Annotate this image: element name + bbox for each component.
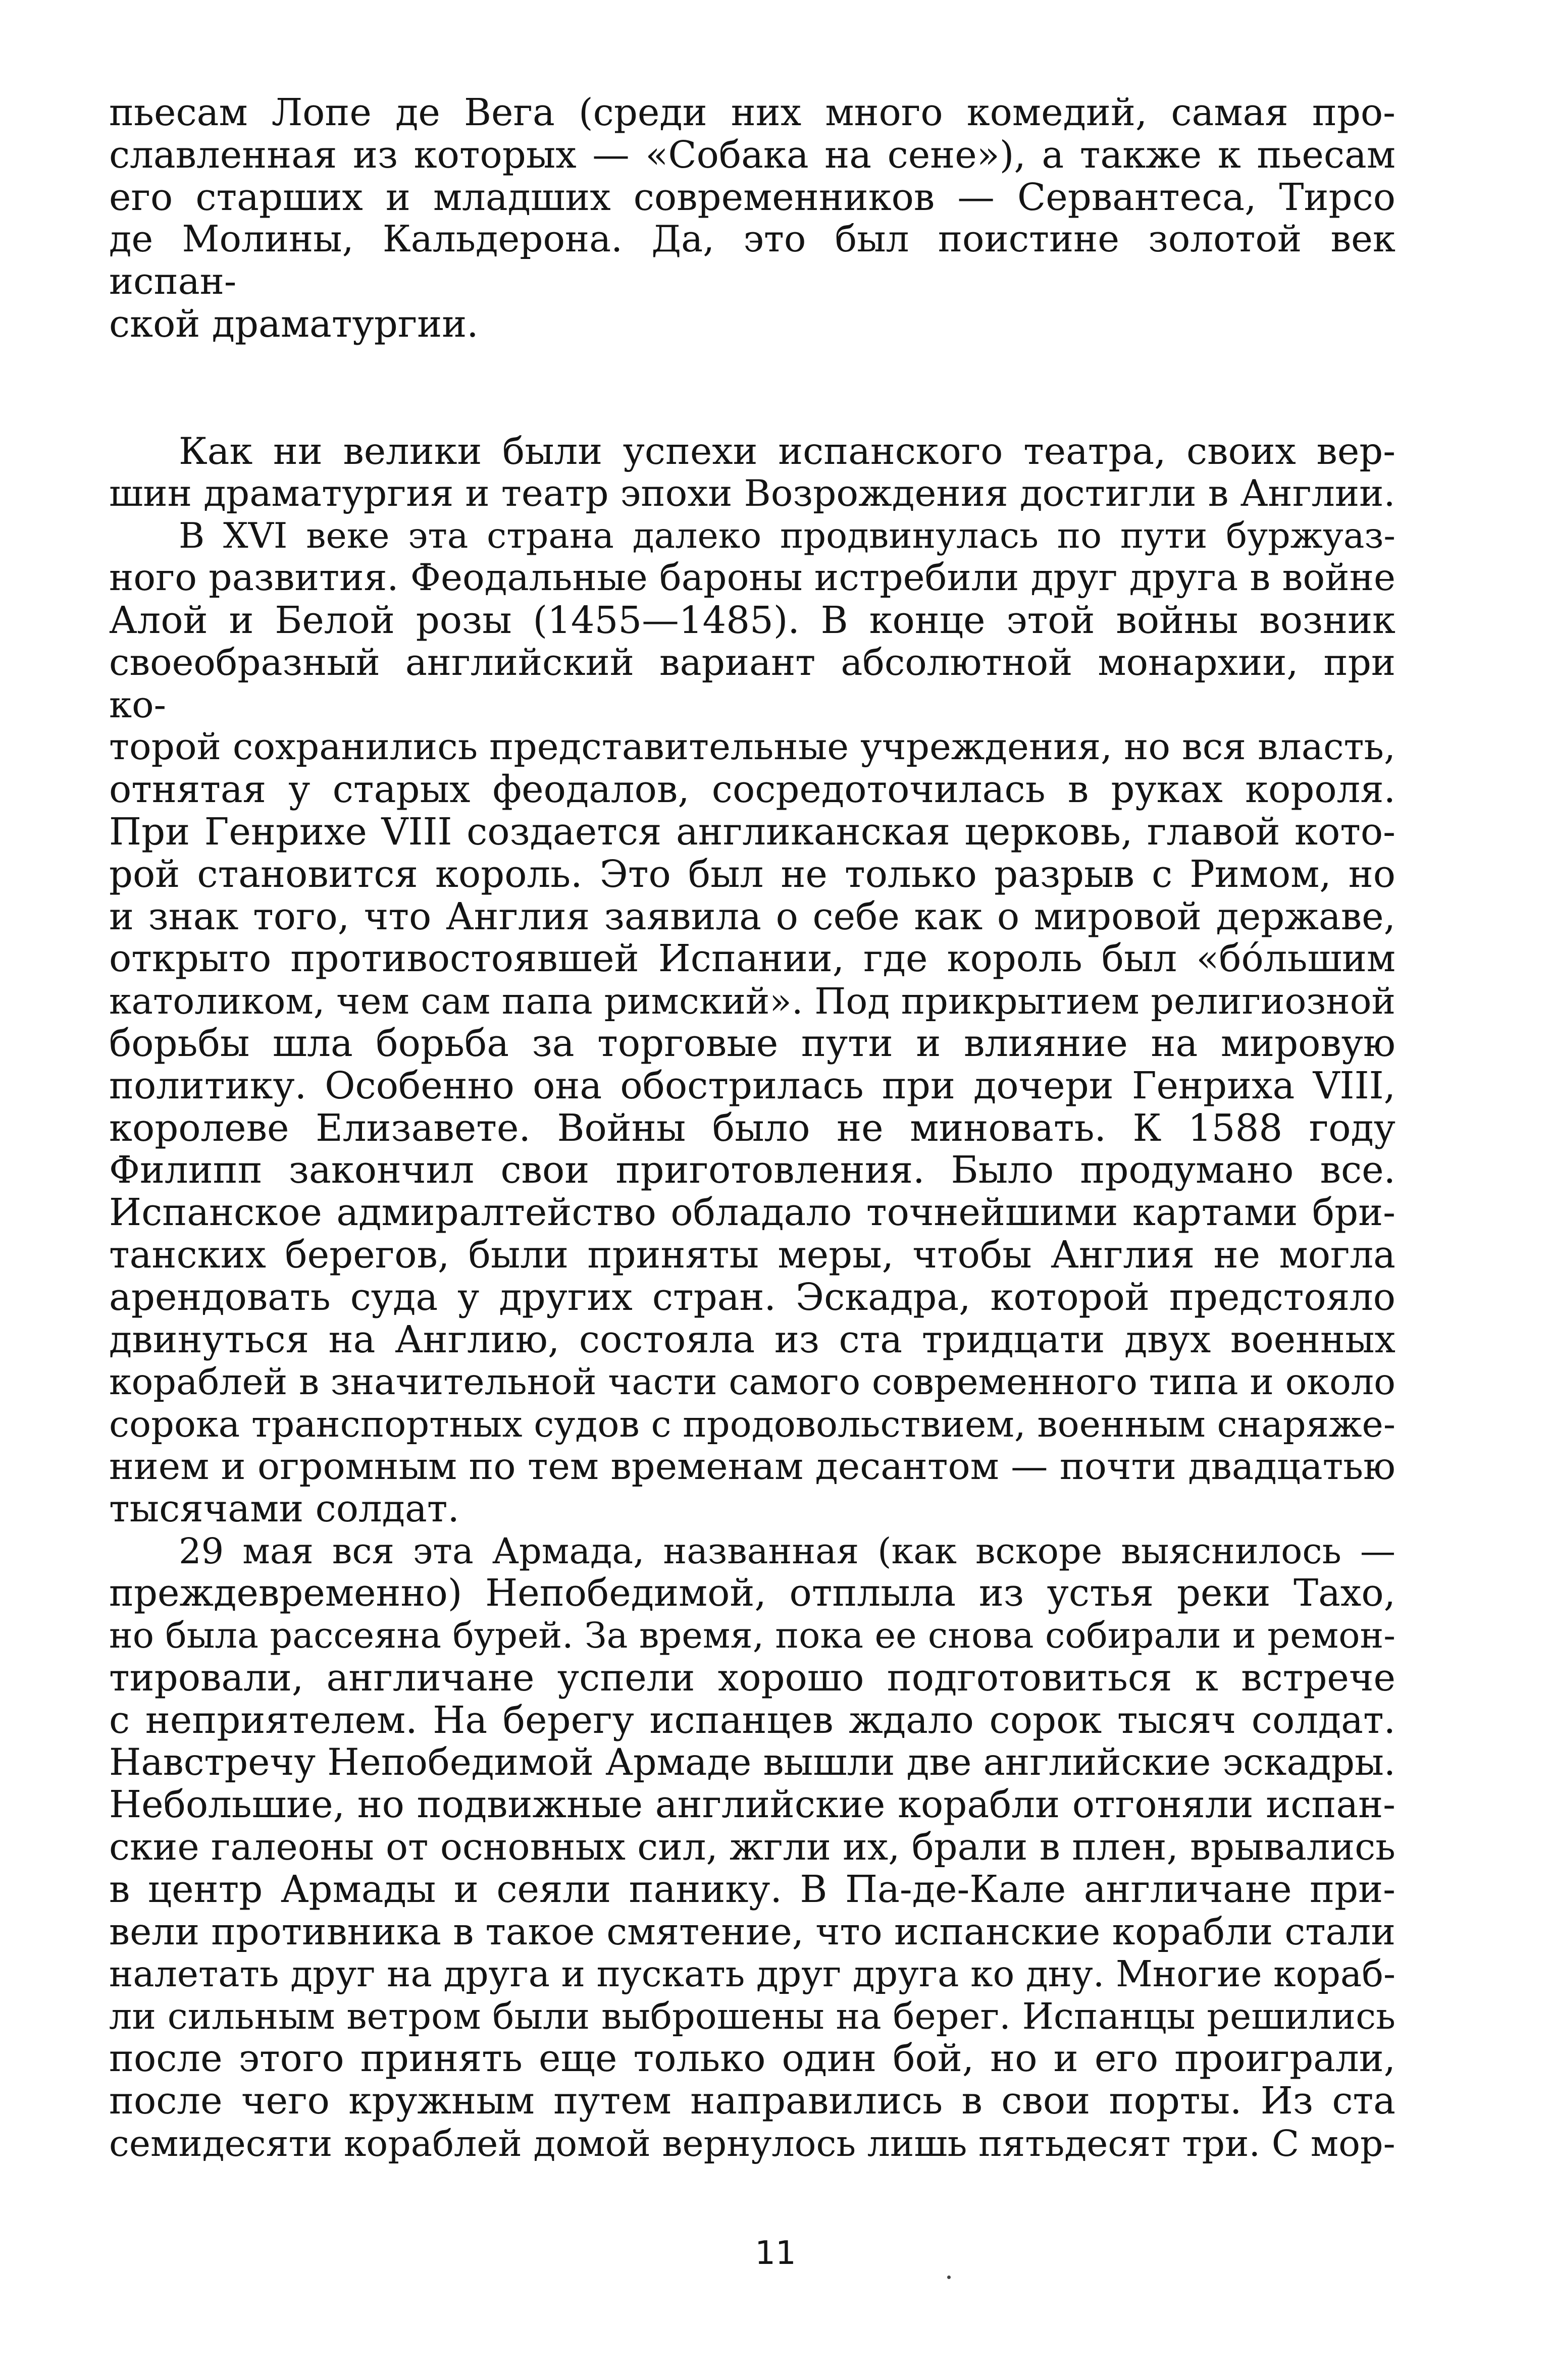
page-body bbox=[109, 92, 1395, 2353]
text-line: в центр Армады и сеяли панику. В Па-де-Кале англичане при- bbox=[109, 1868, 1395, 1911]
paragraph-4 bbox=[109, 1530, 1395, 2165]
text-line: отнятая у старых феодалов, сосредоточилась в руках короля. bbox=[109, 768, 1395, 812]
text-line: Как ни велики были успехи испанского театра, своих вер- bbox=[179, 430, 1395, 473]
text-line: с неприятелем. На берегу испанцев ждало сорок тысяч солдат. bbox=[109, 1699, 1395, 1742]
paragraph-3 bbox=[109, 515, 1395, 1530]
text-line: Навстречу Непобедимой Армаде вышли две английские эскадры. bbox=[109, 1741, 1395, 1784]
text-line: рой становится король. Это был не только разрыв с Римом, но bbox=[109, 853, 1395, 896]
print-speck bbox=[947, 2276, 951, 2279]
text-line: ного развития. Феодальные бароны истребили друг друга в войне bbox=[109, 557, 1395, 600]
text-line: нием и огромным по тем временам десантом — почти двадцатью bbox=[109, 1445, 1395, 1488]
text-line: его старших и младших современников — Сервантеса, Тирсо bbox=[109, 176, 1395, 219]
text-line: шин драматургия и театр эпохи Возрождения достигли в Англии. bbox=[109, 472, 1395, 515]
text-line: кораблей в значительной части самого современного типа и около bbox=[109, 1361, 1395, 1403]
text-line: При Генрихе VIII создается англиканская церковь, главой кото- bbox=[109, 810, 1395, 854]
text-line: после этого принять еще только один бой, но и его проиграли, bbox=[109, 2037, 1395, 2081]
text-line: Небольшие, но подвижные английские корабли отгоняли испан- bbox=[109, 1783, 1395, 1827]
text-line: налетать друг на друга и пускать друг друга ко дну. Многие кораб- bbox=[109, 1953, 1395, 1995]
text-line: 29 мая вся эта Армада, названная (как вскоре выяснилось — bbox=[179, 1530, 1395, 1572]
text-line: Филипп закончил свои приготовления. Было продумано все. bbox=[109, 1149, 1395, 1192]
paragraph-2 bbox=[109, 431, 1395, 515]
text-line: семидесяти кораблей домой вернулось лишь пятьдесят три. С мор- bbox=[109, 2122, 1395, 2164]
text-line: после чего кружным путем направились в свои порты. Из ста bbox=[109, 2079, 1395, 2123]
text-line: борьбы шла борьба за торговые пути и влияние на мировую bbox=[109, 1022, 1395, 1065]
paragraph-1 bbox=[109, 92, 1395, 346]
text-line: открыто противостоявшей Испании, где король был «бо́льшим bbox=[109, 937, 1395, 981]
text-line: и знак того, что Англия заявила о себе как о мировой державе, bbox=[109, 895, 1395, 938]
text-line: своеобразный английский вариант абсолютной монархии, при ко- bbox=[109, 641, 1395, 726]
text-line: танских берегов, были приняты меры, чтобы Англия не могла bbox=[109, 1233, 1395, 1277]
text-line: сорока транспортных судов с продовольствием, военным снаряже- bbox=[109, 1403, 1395, 1446]
text-line: католиком, чем сам папа римский». Под прикрытием религиозной bbox=[109, 980, 1395, 1023]
text-line: тысячами солдат. bbox=[109, 1487, 459, 1530]
text-line: ской драматургии. bbox=[109, 302, 479, 346]
text-line: арендовать суда у других стран. Эскадра, которой предстояло bbox=[109, 1276, 1395, 1319]
page-number: 11 bbox=[755, 2235, 796, 2272]
text-line: но была рассеяна бурей. За время, пока ее снова собирали и ремон- bbox=[109, 1615, 1395, 1657]
text-line: Алой и Белой розы (1455—1485). В конце этой войны возник bbox=[109, 599, 1395, 642]
text-line: Испанское адмиралтейство обладало точнейшими картами бри- bbox=[109, 1191, 1395, 1235]
text-line: вели противника в такое смятение, что испанские корабли стали bbox=[109, 1910, 1395, 1953]
text-line: де Молины, Кальдерона. Да, это был поистине золотой век испан- bbox=[109, 218, 1395, 303]
text-line: славленная из которых — «Собака на сене»), а также к пьесам bbox=[109, 133, 1395, 177]
section-gap bbox=[109, 346, 1395, 431]
text-line: пьесам Лопе де Вега (среди них много комедий, самая про- bbox=[109, 91, 1395, 134]
text-line: тировали, англичане успели хорошо подготовиться к встрече bbox=[109, 1656, 1395, 1700]
text-line: политику. Особенно она обострилась при дочери Генриха VIII, bbox=[109, 1064, 1395, 1107]
text-line: двинуться на Англию, состояла из ста тридцати двух военных bbox=[109, 1318, 1395, 1361]
text-line: ские галеоны от основных сил, жгли их, брали в плен, врывались bbox=[109, 1826, 1395, 1869]
text-line: В XVI веке эта страна далеко продвинулась по пути буржуаз- bbox=[179, 515, 1395, 557]
text-line: торой сохранились представительные учреждения, но вся власть, bbox=[109, 726, 1395, 769]
text-line: королеве Елизавете. Войны было не миновать. К 1588 году bbox=[109, 1106, 1395, 1150]
text-line: ли сильным ветром были выброшены на берег. Испанцы решились bbox=[109, 1995, 1395, 2038]
text-line: преждевременно) Непобедимой, отплыла из устья реки Тахо, bbox=[109, 1572, 1395, 1615]
